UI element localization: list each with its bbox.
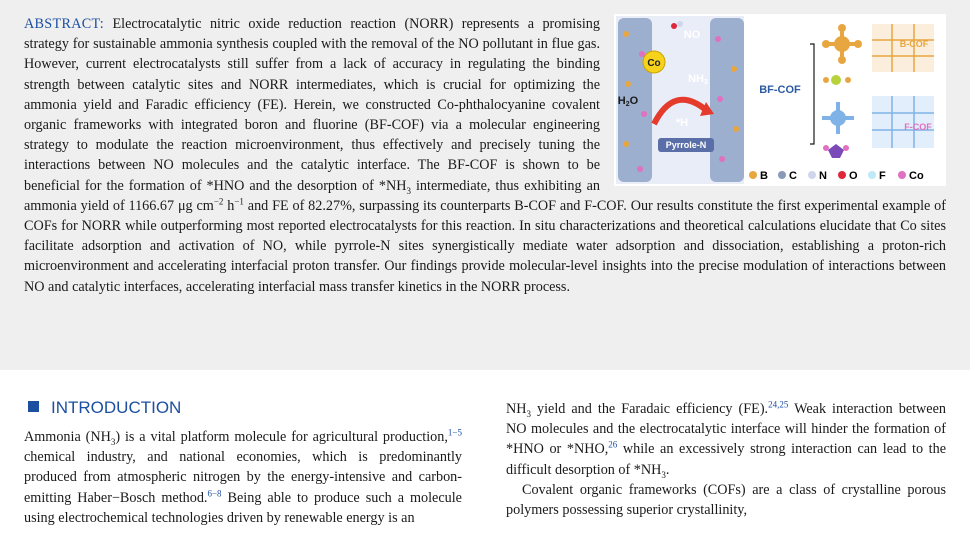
bcof-label: B-COF xyxy=(899,39,929,49)
no-label: NO xyxy=(683,29,701,41)
lattice-right xyxy=(710,18,744,182)
intro-text: ) is a vital platform molecule for agricultural production, xyxy=(115,429,448,445)
intro-paragraph xyxy=(24,427,462,528)
subscript: 3 xyxy=(110,436,116,447)
legend-label: Co xyxy=(909,170,924,182)
intro-text: Being able to produce such a molecule using electrochemical technologies driven by renewable energy is an xyxy=(24,489,462,526)
abstract-body: intermediate, thus exhibiting an ammonia yield of 1166.67 μg cm xyxy=(24,177,600,214)
no-molecule-icon xyxy=(677,21,683,27)
legend-label: F xyxy=(879,170,886,182)
legend-label: B xyxy=(760,170,768,182)
abstract-text xyxy=(24,14,946,297)
citation-link[interactable]: 26 xyxy=(608,439,618,450)
citation-link[interactable]: 24,25 xyxy=(768,399,789,410)
legend-dot xyxy=(749,171,757,179)
b-cof-linker xyxy=(823,75,851,85)
intro-right-column xyxy=(506,399,946,520)
fcof-label: F-COF xyxy=(904,122,932,132)
subscript: 3 xyxy=(661,469,666,480)
intro-text: NH xyxy=(506,401,527,417)
intro-paragraph: Covalent organic frameworks (COFs) are a class of crystalline porous polymers possessing superior crystallinity, xyxy=(506,481,946,519)
legend-dot xyxy=(778,171,786,179)
square-bullet-icon xyxy=(28,401,39,412)
abstract-body: h xyxy=(223,197,235,214)
citation-link[interactable]: 1−5 xyxy=(447,427,462,438)
subscript: 3 xyxy=(526,408,531,419)
abstract-label: ABSTRACT: xyxy=(24,16,105,32)
f-cof-molecule xyxy=(822,102,854,134)
abstract-body: and FE of 82.27%, surpassing its counterparts B-COF and F-COF. Our results constitute the first experimental example of COFs for NORR while outperforming most reported electrocatalysts for this reaction. In situ characterizations and theoretical calculations elucidate that Co sites facilitate adsorption and activation of NO, while pyrrole-N sites synergistically mediate water adsorption and dissociation, establishing a proton-rich microenvironment and accelerating interfacial proton transfer. Our findings provide molecular-level insights into the precise modulation of interactions between NO and catalytic interfaces, accelerating interfacial mass transfer kinetics in the NORR process. xyxy=(24,197,947,295)
bracket-icon xyxy=(810,44,814,144)
f-cof-linker xyxy=(823,144,849,158)
legend-dot xyxy=(898,171,906,179)
subscript: 3 xyxy=(406,185,411,196)
h-label: *H xyxy=(675,117,689,129)
intro-text: chemical industry, and national economies, which is predominantly produced from atmospheric nitrogen by the energy-intensive and carbon-emitting Haber−Bosch method. xyxy=(24,449,462,506)
superscript: −2 xyxy=(213,196,224,207)
legend-label: O xyxy=(849,170,858,182)
no-molecule-icon xyxy=(671,23,677,29)
toc-svg xyxy=(614,14,946,186)
legend-dot xyxy=(868,171,876,179)
h2o-label: H2O xyxy=(617,95,639,108)
nh3-label: NH3 xyxy=(688,73,708,86)
section-heading-text: INTRODUCTION xyxy=(51,398,182,417)
bfcof-label: BF-COF xyxy=(759,84,801,96)
intro-text: yield and the Faradaic efficiency (FE). xyxy=(531,401,769,417)
b-cof-molecule xyxy=(822,24,862,64)
element-legend xyxy=(749,170,924,182)
intro-text: Ammonia (NH xyxy=(24,429,111,445)
intro-text: . xyxy=(665,461,670,478)
legend-dot xyxy=(808,171,816,179)
intro-paragraph xyxy=(506,399,946,480)
superscript: −1 xyxy=(234,196,244,207)
intro-text: Weak interaction between NO molecules and the electrocatalytic interface will hinder the formation of *HNO or *NHO, xyxy=(506,401,946,458)
abstract-body: Electrocatalytic nitric oxide reduction reaction (NORR) represents a promising strategy for sustainable ammonia synthesis coupled with the removal of the NO pollutant in flue gas. However, current electrocatalysts still suffer from a lack of accuracy in regulating the binding strength between catalytic sites and NORR intermediates, which is crucial for optimizing the ammonia yield and Faradic efficiency (FE). Herein, we constructed Co-phthalocyanine covalent organic frameworks with integrated boron and fluorine (BF-COF) via a molecular engineering strategy to modulate the reaction microenvironment, thus effectively and precisely tuning the interactions between NO molecules and the catalytic interface. The BF-COF is shown to be beneficial for the formation of *HNO and the desorption of *NH xyxy=(24,16,600,194)
legend-label: N xyxy=(819,170,827,182)
citation-link[interactable]: 6−8 xyxy=(207,487,222,498)
section-heading xyxy=(28,398,181,418)
pyrrole-label: Pyrrole-N xyxy=(665,140,707,150)
intro-left-column xyxy=(24,427,462,528)
toc-graphic xyxy=(614,14,946,186)
legend-label: C xyxy=(789,170,797,182)
legend-dot xyxy=(838,171,846,179)
intro-text: while an excessively strong interaction can lead to the difficult desorption of *NH xyxy=(506,441,947,478)
co-label: Co xyxy=(647,58,661,69)
